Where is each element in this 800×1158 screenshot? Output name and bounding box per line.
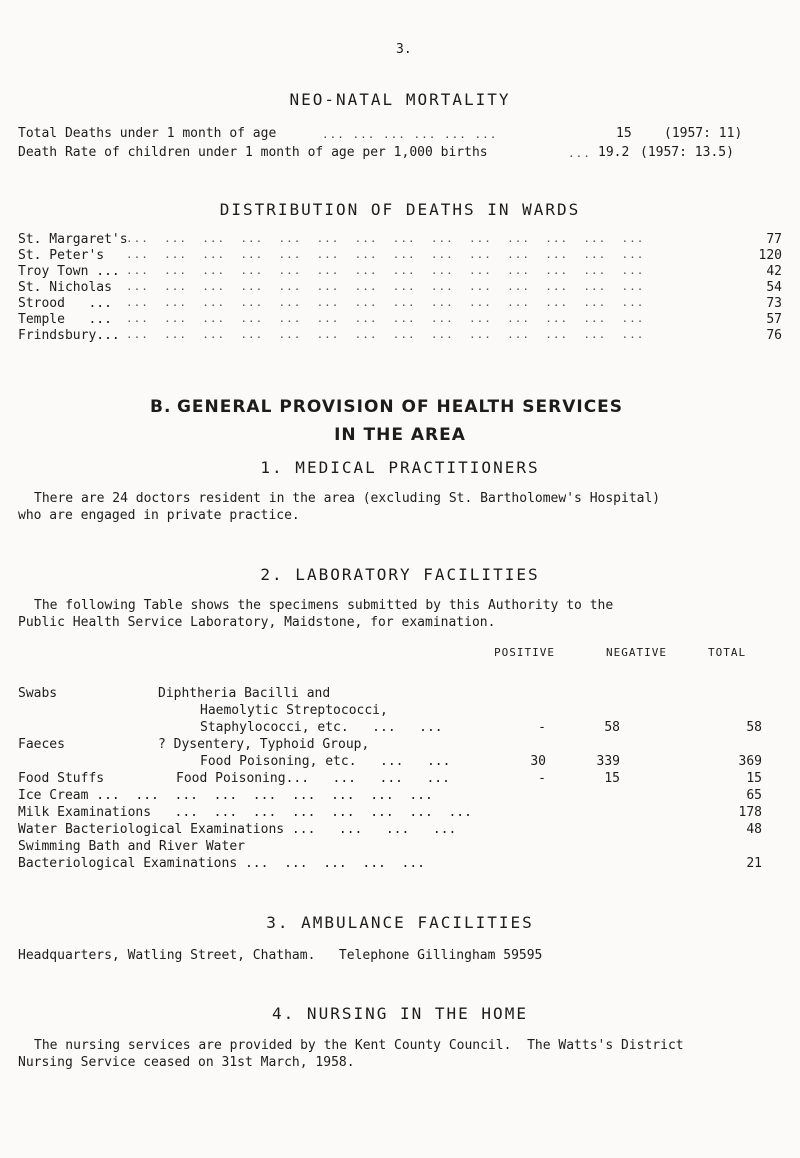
ward-leader: ... ... ... ... ... ... ... ... ... ... ... ... ... ... [126,328,645,341]
ward-value: 54 [766,280,782,295]
ward-value: 57 [766,312,782,327]
lab-para-line1: The following Table shows the specimens submitted by this Authority to the [34,598,614,613]
ward-value: 77 [766,232,782,247]
neonatal-title: NEO-NATAL MORTALITY [289,90,511,109]
faeces-total: 369 [738,754,762,769]
faeces-desc-line2: Food Poisoning, etc. ... ... [200,754,451,769]
ward-leader: ... ... ... ... ... ... ... ... ... ... ... ... ... ... [126,248,645,261]
faeces-label: Faeces [18,737,65,752]
milk-label: Milk Examinations ... ... ... ... ... ... ... ... [18,805,472,820]
swimming-total: 21 [746,856,762,871]
ward-name: Frindsbury... [18,328,120,343]
section-b-line2: IN THE AREA [334,425,466,445]
page-number: 3. [396,42,412,57]
faeces-desc-line1: ? Dysentery, Typhoid Group, [158,737,370,752]
ward-name: St. Nicholas [18,280,112,295]
ward-name: Strood ... [18,296,112,311]
medical-para-line2: who are engaged in private practice. [18,508,300,523]
food-negative: 15 [604,771,620,786]
water-label: Water Bacteriological Examinations ... ... ... ... [18,822,457,837]
swabs-total: 58 [746,720,762,735]
lab-para-line2: Public Health Service Laboratory, Maidstone, for examination. [18,615,496,630]
ward-name: St. Margaret's [18,232,128,247]
swimming-label-line2: Bacteriological Examinations ... ... ... ... ... [18,856,425,871]
swabs-label: Swabs [18,686,58,701]
swimming-label-line1: Swimming Bath and River Water [18,839,245,854]
swabs-desc-line3: Staphylococci, etc. ... ... [200,720,443,735]
food-positive: - [538,771,546,786]
food-total: 15 [746,771,762,786]
ward-row [18,328,782,344]
wards-title: DISTRIBUTION OF DEATHS IN WARDS [219,200,581,219]
food-label: Food Stuffs [18,771,105,786]
faeces-negative: 339 [596,754,620,769]
ward-row [18,248,782,264]
ward-row [18,280,782,296]
milk-total: 178 [738,805,762,820]
section-b-line1: GENERAL PROVISION OF HEALTH SERVICES [176,397,624,417]
total-deaths-leader: ... ... ... ... ... ... [322,128,498,141]
ward-row [18,264,782,280]
section-b-letter: B. [150,397,172,417]
ward-leader: ... ... ... ... ... ... ... ... ... ... ... ... ... ... [126,264,645,277]
ward-value: 73 [766,296,782,311]
col-total: TOTAL [708,646,747,659]
swabs-desc-line1: Diphtheria Bacilli and [158,686,331,701]
ward-leader: ... ... ... ... ... ... ... ... ... ... ... ... ... ... [126,312,645,325]
death-rate-prev: (1957: 13.5) [640,145,734,160]
ward-name: Temple ... [18,312,112,327]
ward-name: Troy Town ... [18,264,120,279]
nursing-para-line2: Nursing Service ceased on 31st March, 1958. [18,1055,355,1070]
swabs-desc-line2: Haemolytic Streptococci, [200,703,388,718]
death-rate-leader: ... [568,147,591,160]
ward-row [18,232,782,248]
ward-row [18,296,782,312]
ward-leader: ... ... ... ... ... ... ... ... ... ... ... ... ... ... [126,280,645,293]
ambulance-heading: 3. AMBULANCE FACILITIES [266,913,534,932]
death-rate-label: Death Rate of children under 1 month of age per 1,000 births [18,145,488,160]
ambulance-line: Headquarters, Watling Street, Chatham. Telephone Gillingham 59595 [18,948,543,963]
col-positive: POSITIVE [494,646,555,659]
medical-heading: 1. MEDICAL PRACTITIONERS [260,458,540,477]
total-deaths-label: Total Deaths under 1 month of age [18,126,277,141]
ward-name: St. Peter's [18,248,105,263]
ward-value: 120 [758,248,782,263]
col-negative: NEGATIVE [606,646,667,659]
nursing-para-line1: The nursing services are provided by the Kent County Council. The Watts's District [34,1038,684,1053]
lab-heading: 2. LABORATORY FACILITIES [260,565,540,584]
faeces-positive: 30 [530,754,546,769]
death-rate-value: 19.2 [598,145,630,160]
swabs-positive: - [538,720,546,735]
total-deaths-prev: (1957: 11) [664,126,743,141]
water-total: 48 [746,822,762,837]
ward-leader: ... ... ... ... ... ... ... ... ... ... ... ... ... ... [126,232,645,245]
swabs-negative: 58 [604,720,620,735]
ward-value: 76 [766,328,782,343]
nursing-heading: 4. NURSING IN THE HOME [272,1004,528,1023]
ward-value: 42 [766,264,782,279]
food-desc: Food Poisoning... ... ... ... [176,771,450,786]
ice-cream-total: 65 [746,788,762,803]
total-deaths-value: 15 [616,126,632,141]
medical-para-line1: There are 24 doctors resident in the area (excluding St. Bartholomew's Hospital) [34,491,661,506]
ward-row [18,312,782,328]
ward-leader: ... ... ... ... ... ... ... ... ... ... ... ... ... ... [126,296,645,309]
ice-cream-label: Ice Cream ... ... ... ... ... ... ... ... ... [18,788,433,803]
